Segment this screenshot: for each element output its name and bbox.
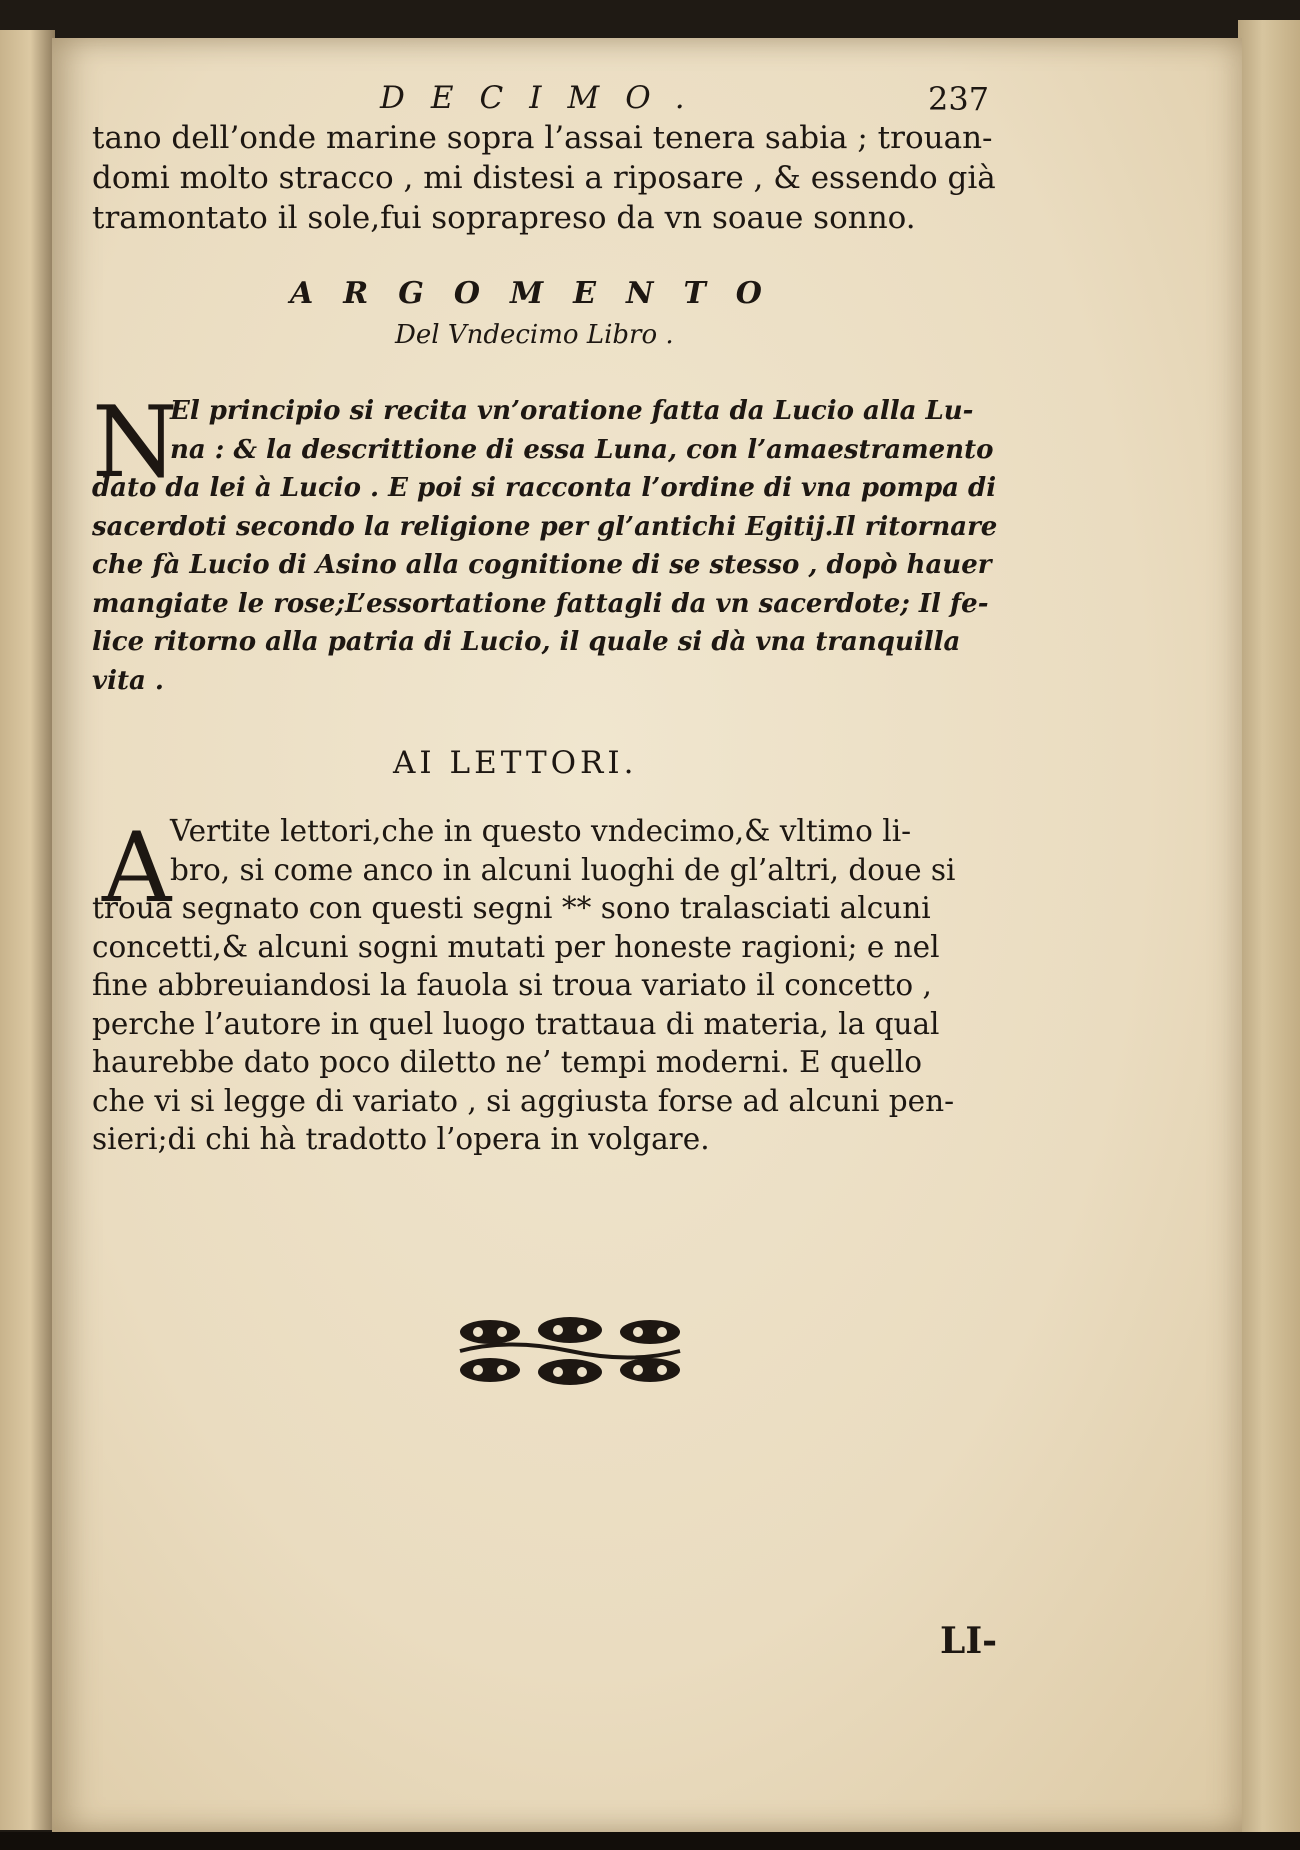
drop-cap-initial: N xyxy=(92,386,178,500)
text-line: sacerdoti secondo la religione per gl’antichi Egitij.Il ritornare xyxy=(92,511,998,542)
ai-lettori-paragraph xyxy=(92,812,1052,1172)
argomento-heading: ARGOMENTO xyxy=(290,276,792,311)
fleuron-ornament-icon xyxy=(450,1310,690,1392)
text-line: concetti,& alcuni sogni mutati per honeste ragioni; e nel xyxy=(92,929,940,964)
opening-paragraph xyxy=(92,118,1042,238)
text-line: perche l’autore in quel luogo trattaua di materia, la qual xyxy=(92,1006,940,1041)
scan-bottom-border xyxy=(0,1832,1300,1850)
page-number: 237 xyxy=(928,80,990,118)
drop-cap-initial: A xyxy=(102,812,172,924)
text-line: che vi si legge di variato , si aggiusta forse ad alcuni pen- xyxy=(92,1083,955,1118)
text-line: tramontato il sole,fui soprapreso da vn soaue sonno. xyxy=(92,200,916,236)
text-line: Vertite lettori,che in questo vndecimo,& vltimo li- xyxy=(170,814,912,848)
text-line: che fà Lucio di Asino alla cognitione di se stesso , dopò hauer xyxy=(92,550,992,580)
text-line: lice ritorno alla patria di Lucio, il quale si dà vna tranquilla xyxy=(92,627,961,657)
text-line: dato da lei à Lucio . E poi si racconta l’ordine di vna pompa di xyxy=(92,473,997,503)
argomento-paragraph xyxy=(92,386,1052,722)
text-line: na : & la descrittione di essa Luna, con l’amaestramento xyxy=(170,434,994,465)
text-line: El principio si recita vn’oratione fatta da Lucio alla Lu- xyxy=(170,396,974,426)
text-line: vita . xyxy=(92,665,164,696)
text-line: domi molto stracco , mi distesi a riposare , & essendo già xyxy=(92,160,996,196)
ai-lettori-heading: AI LETTORI. xyxy=(393,745,638,781)
text-line: fine abbreuiandosi la fauola si troua variato il concetto , xyxy=(92,968,932,1002)
text-line: haurebbe dato poco diletto ne’ tempi moderni. E quello xyxy=(92,1045,923,1079)
text-line: sieri;di chi hà tradotto l’opera in volgare. xyxy=(92,1122,710,1156)
text-line: tano dell’onde marine sopra l’assai tenera sabia ; trouan- xyxy=(92,120,993,156)
catchword: LI- xyxy=(940,1620,998,1662)
argomento-subheading: Del Vndecimo Libro . xyxy=(395,320,674,350)
text-line: mangiate le rose;L’essortatione fattagli da vn sacerdote; Il fe- xyxy=(92,588,989,619)
running-head-title: DECIMO. xyxy=(380,80,711,116)
left-page-edge xyxy=(0,30,55,1830)
text-line: bro, si come anco in alcuni luoghi de gl’altri, doue si xyxy=(170,852,956,887)
text-line: troua segnato con questi segni ** sono tralasciati alcuni xyxy=(92,891,931,925)
right-binding-edge xyxy=(1238,20,1300,1850)
